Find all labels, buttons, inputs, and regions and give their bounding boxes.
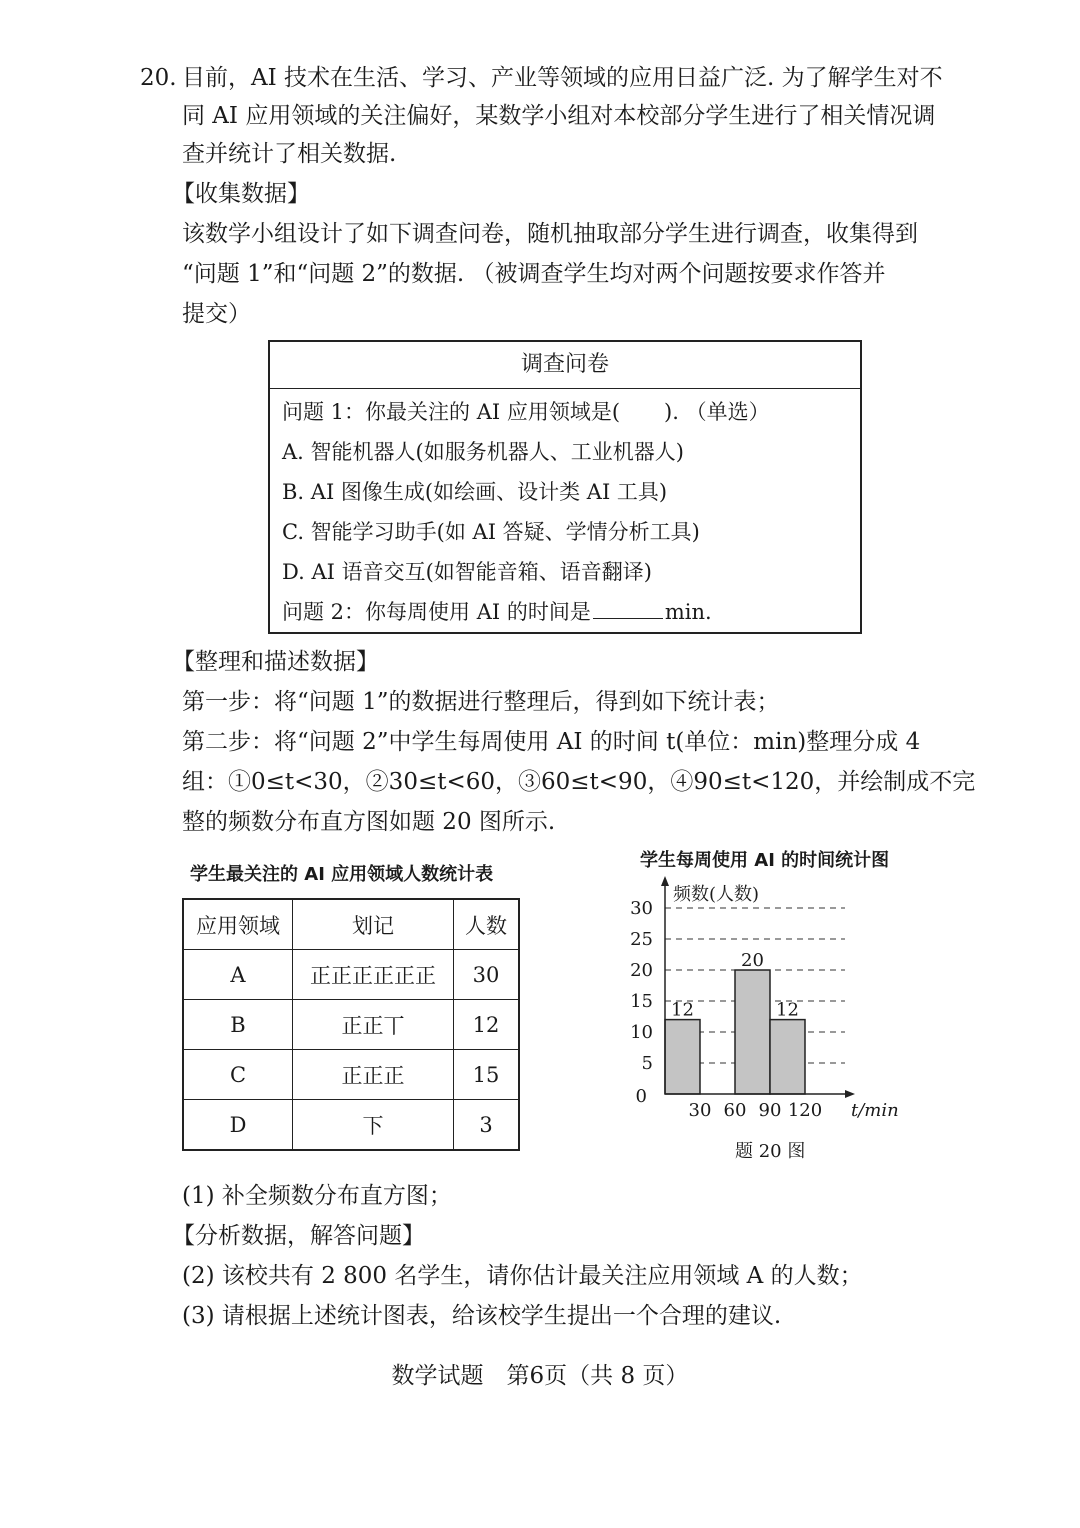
table-row bbox=[183, 1050, 519, 1100]
x-tick-label: 90 bbox=[758, 1100, 782, 1121]
table-cell: 15 bbox=[454, 1050, 520, 1100]
organize-line-3: 组：①0≤t<30，②30≤t<60，③60≤t<90，④90≤t<120，并绘制成不完 bbox=[182, 769, 976, 795]
survey-question-2 bbox=[282, 594, 712, 630]
y-axis-arrow-icon bbox=[661, 876, 669, 886]
table-cell: 下 bbox=[293, 1100, 454, 1151]
organize-line-2: 第二步：将“问题 2”中学生每周使用 AI 的时间 t(单位：min)整理分成 4 bbox=[182, 729, 921, 755]
survey-q2-prefix: 问题 2：你每周使用 AI 的时间是 bbox=[282, 600, 591, 624]
organize-line-1: 第一步：将“问题 1”的数据进行整理后，得到如下统计表； bbox=[182, 689, 780, 715]
answer-blank bbox=[593, 596, 663, 619]
table-title: 学生最关注的 AI 应用领域人数统计表 bbox=[190, 864, 494, 885]
y-axis-label: 频数(人数) bbox=[673, 884, 760, 905]
collect-line-3: 提交） bbox=[182, 301, 251, 327]
table-cell: B bbox=[183, 1000, 293, 1050]
intro-line-2: 同 AI 应用领域的关注偏好，某数学小组对本校部分学生进行了相关情况调 bbox=[182, 103, 936, 129]
y-tick-label: 30 bbox=[630, 898, 653, 919]
survey-q1-prefix: 问题 1：你最关注的 AI 应用领域是( bbox=[282, 400, 621, 424]
table-cell: 正正正正正正 bbox=[293, 950, 454, 1000]
question-number: 20. bbox=[140, 65, 177, 91]
collect-heading: 【收集数据】 bbox=[172, 181, 310, 207]
table-row bbox=[183, 950, 519, 1000]
table-header: 人数 bbox=[454, 899, 520, 950]
intro-line-1: 目前，AI 技术在生活、学习、产业等领域的应用日益广泛. 为了解学生对不 bbox=[182, 65, 943, 91]
y-tick-label: 20 bbox=[630, 960, 653, 981]
survey-option-d: D. AI 语音交互(如智能音箱、语音翻译) bbox=[282, 560, 652, 584]
stats-table bbox=[182, 898, 520, 1151]
collect-line-1: 该数学小组设计了如下调查问卷，随机抽取部分学生进行调查，收集得到 bbox=[182, 221, 918, 247]
table-header: 应用领域 bbox=[183, 899, 293, 950]
histogram-bar bbox=[735, 970, 770, 1094]
histogram-bar bbox=[770, 1020, 805, 1094]
table-cell: 正正正 bbox=[293, 1050, 454, 1100]
table-header: 划记 bbox=[293, 899, 454, 950]
histogram-chart bbox=[620, 872, 920, 1134]
survey-question-1 bbox=[282, 394, 770, 430]
y-tick-label: 5 bbox=[641, 1053, 653, 1074]
organize-heading: 【整理和描述数据】 bbox=[172, 649, 379, 675]
table-cell: C bbox=[183, 1050, 293, 1100]
bar-data-label: 12 bbox=[671, 999, 694, 1021]
survey-option-a: A. 智能机器人(如服务机器人、工业机器人) bbox=[282, 440, 684, 464]
survey-option-b: B. AI 图像生成(如绘画、设计类 AI 工具) bbox=[282, 480, 668, 504]
table-cell: 12 bbox=[454, 1000, 520, 1050]
histogram-bar bbox=[665, 1020, 700, 1094]
bar-data-label: 20 bbox=[741, 950, 764, 971]
survey-q2-unit: min. bbox=[664, 600, 712, 624]
chart-caption: 题 20 图 bbox=[735, 1141, 806, 1162]
bar-data-label: 12 bbox=[776, 999, 799, 1021]
page-footer: 数学试题 第6页（共 8 页） bbox=[391, 1363, 689, 1389]
table-row bbox=[183, 1000, 519, 1050]
survey-option-c: C. 智能学习助手(如 AI 答疑、学情分析工具) bbox=[282, 520, 700, 544]
table-header-row bbox=[183, 899, 519, 950]
x-axis-arrow-icon bbox=[845, 1090, 855, 1098]
table-cell: 正正丅 bbox=[293, 1000, 454, 1050]
x-axis-label: t/min bbox=[851, 1100, 899, 1121]
intro-line-3: 查并统计了相关数据. bbox=[182, 141, 397, 167]
table-cell: D bbox=[183, 1100, 293, 1151]
x-tick-label: 30 bbox=[688, 1100, 712, 1121]
survey-title: 调查问卷 bbox=[270, 342, 860, 389]
x-tick-label: 120 bbox=[787, 1100, 823, 1121]
survey-q1-suffix: ). （单选） bbox=[664, 400, 770, 424]
y-tick-label: 10 bbox=[630, 1022, 653, 1043]
y-tick-label: 25 bbox=[630, 929, 653, 950]
analysis-heading: 【分析数据，解答问题】 bbox=[172, 1223, 425, 1249]
x-tick-label: 60 bbox=[723, 1100, 747, 1121]
sub-question-1: (1) 补全频数分布直方图； bbox=[182, 1183, 452, 1209]
survey-box bbox=[268, 340, 862, 634]
table-cell: A bbox=[183, 950, 293, 1000]
table-cell: 3 bbox=[454, 1100, 520, 1151]
collect-line-2: “问题 1”和“问题 2”的数据. （被调查学生均对两个问题按要求作答并 bbox=[182, 261, 886, 287]
origin-label: 0 bbox=[635, 1086, 647, 1107]
table-row bbox=[183, 1100, 519, 1151]
chart-title: 学生每周使用 AI 的时间统计图 bbox=[640, 850, 890, 871]
sub-question-3: (3) 请根据上述统计图表，给该校学生提出一个合理的建议. bbox=[182, 1303, 782, 1329]
sub-question-2: (2) 该校共有 2 800 名学生，请你估计最关注应用领域 A 的人数； bbox=[182, 1263, 863, 1289]
y-tick-label: 15 bbox=[630, 991, 653, 1012]
table-cell: 30 bbox=[454, 950, 520, 1000]
organize-line-4: 整的频数分布直方图如题 20 图所示. bbox=[182, 809, 556, 835]
